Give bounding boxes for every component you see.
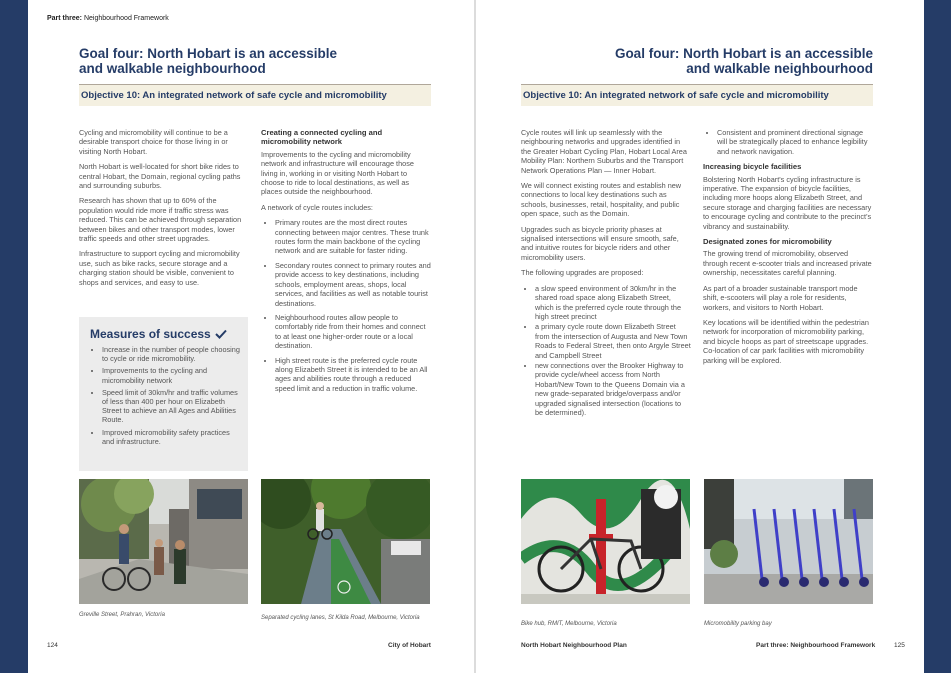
- photo-bike-hub: [521, 479, 690, 604]
- objective-title: Objective 10: An integrated network of safe cycle and micromobility: [523, 90, 829, 101]
- page-number: 125: [894, 642, 905, 649]
- measures-of-success-box: [79, 317, 248, 471]
- route-item: • Secondary routes connect to primary routes and provide access to key destinations, including schools, employment areas, shops, local services, and facilities as well as notable tourist destinations.: [275, 261, 431, 308]
- signage-item: • Consistent and prominent directional signage will be strategically placed to enhance legibility and network navigation.: [717, 128, 873, 156]
- footer-document: North Hobart Neighbourhood Plan: [521, 642, 627, 649]
- measure-item: • Improvements to the cycling and micromobility network: [102, 366, 242, 384]
- route-item: • Neighbourhood routes allow people to comfortably ride from their homes and connect to at least one higher-order route or a local destination.: [275, 313, 431, 351]
- paragraph: A network of cycle routes includes:: [261, 202, 373, 212]
- footer-organisation: City of Hobart: [388, 642, 431, 649]
- left-column-1: [79, 128, 247, 293]
- right-page: [476, 0, 924, 673]
- measures-title: Measures of success: [90, 327, 242, 341]
- paragraph: Research has shown that up to 60% of the population would ride more if traffic stress was reduced. This can be achieved through separation between bikes and other transport modes, lower traffic speeds and other street upgrades.: [79, 196, 242, 244]
- measure-item: • Improved micromobility safety practices and infrastructure.: [102, 428, 242, 446]
- goal-title: Goal four: North Hobart is an accessible and walkable neighbourhood: [614, 46, 873, 76]
- right-column-1: [521, 128, 691, 423]
- photo-caption: Separated cycling lanes, St Kilda Road, Melbourne, Victoria: [261, 615, 420, 621]
- left-page: [28, 0, 474, 673]
- measure-item: • Increase in the number of people choosing to cycle or ride micromobility.: [102, 345, 242, 363]
- photo-caption: Micromobility parking bay: [704, 621, 772, 627]
- page-number: 124: [47, 642, 58, 649]
- section-heading: Creating a connected cycling and micromobility network: [261, 128, 383, 147]
- paragraph: We will connect existing routes and establish new connections to local key destinations such as schools, businesses, retail, hospitality, and public open space, such as the Domain.: [521, 181, 682, 219]
- section-heading: Increasing bicycle facilities: [703, 162, 802, 172]
- photo-caption: Bike hub, RMIT, Melbourne, Victoria: [521, 621, 617, 627]
- paragraph: Cycle routes will link up seamlessly with the neighbouring networks and upgrades identified in the Greater Hobart Cycling Plan, Hobart Local Area Mobility Plan: Northern Suburbs and the Transport Network Operations Plan — Inner Hobart.: [521, 128, 687, 175]
- upgrade-item: • a slow speed environment of 30km/hr in the shared road space along Elizabeth Street, which is the preferred cycle route through the high street precinct: [535, 284, 691, 322]
- left-column-2: [261, 128, 431, 399]
- paragraph: Cycling and micromobility will continue to be a desirable transport choice for those living in or visiting North Hobart.: [79, 128, 228, 156]
- paragraph: As part of a broader sustainable transport mode shift, e-scooters will play a role for residents, workers, and visitors to North Hobart.: [703, 283, 858, 312]
- photo-st-kilda-road: [261, 479, 430, 604]
- objective-title: Objective 10: An integrated network of safe cycle and micromobility: [81, 90, 387, 101]
- paragraph: Upgrades such as bicycle priority phases at signalised intersections will ensure smooth, safe, and intuitive routes for bicycle riders and other micromobility users.: [521, 224, 679, 262]
- objective-bar: [521, 84, 873, 106]
- paragraph: The following upgrades are proposed:: [521, 268, 644, 278]
- paragraph: The growing trend of micromobility, observed through recent e-scooter trials and increased private ownership, necessitates careful planning.: [703, 249, 872, 278]
- measure-item: • Speed limit of 30km/hr and traffic volumes of less than 400 per hour on Elizabeth Street to achieve an All Ages and Abilities Route.: [102, 388, 242, 425]
- route-item: • High street route is the preferred cycle route along Elizabeth Street it is intended to be an All ages and abilities route through a reduced speed limit and a reduction in traffic volume.: [275, 356, 431, 394]
- photo-caption: Greville Street, Prahran, Victoria: [79, 612, 165, 618]
- paragraph: Improvements to the cycling and micromobility network and infrastructure will encourage those living in, working in or visiting North Hobart to choose to ride to local destinations, as well as places outside the neighbourhood.: [261, 149, 414, 197]
- objective-bar: [79, 84, 431, 106]
- photo-greville-street: [79, 479, 248, 604]
- right-column-2: [703, 128, 873, 371]
- check-icon: [215, 329, 227, 339]
- upgrade-item: • a primary cycle route down Elizabeth Street from the intersection of Augusta and New Town Roads to Federal Street, then onto Argyle Street and Campbell Street: [535, 322, 691, 360]
- paragraph: North Hobart is well-located for short bike rides to central Hobart, the Domain, regional cycling paths and surrounding suburbs.: [79, 162, 241, 191]
- footer-part: Part three: Neighbourhood Framework: [756, 642, 876, 649]
- upgrade-item: • new connections over the Brooker Highway to provide cycle/wheel access from North Hobart/New Town to the Queens Domain via a new grade-separated bridge/overpass and/or upgraded signalised intersection (locations to be determined).: [535, 361, 691, 417]
- paragraph: Key locations will be identified within the pedestrian network for incorporation of micromobility parking, and bicycle hoops as part of streetscape upgrades. Co-location of car park facilities with micromobility parking will be explored.: [703, 317, 869, 365]
- part-label: Part three: Neighbourhood Framework: [47, 15, 169, 22]
- paragraph: Bolstering North Hobart's cycling infrastructure is imperative. The expansion of bicycle facilities, including more hoops along Elizabeth Street, and secure storage and charging facilities are necessary to encourage cycling and contribute to the precinct's vibrancy and sustainability.: [703, 174, 872, 231]
- section-heading: Designated zones for micromobility: [703, 237, 832, 247]
- photo-micromobility-parking: [704, 479, 873, 604]
- paragraph: Infrastructure to support cycling and micromobility use, such as bike racks, secure storage and a charging station should be visible, convenient to shops and services, and easy to use.: [79, 249, 240, 287]
- goal-title: Goal four: North Hobart is an accessible and walkable neighbourhood: [79, 46, 338, 76]
- route-item: • Primary routes are the most direct routes connecting between major centres. These trunk routes form the main backbone of the cycling network and are suitable for faster riding.: [275, 218, 431, 256]
